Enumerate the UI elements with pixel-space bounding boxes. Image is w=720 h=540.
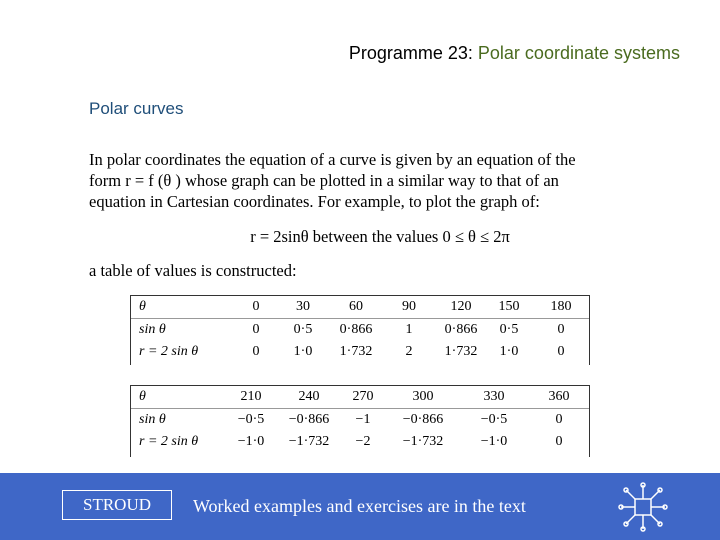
table-cell: −1 [355,412,371,427]
table-row-sin [131,409,589,431]
table-cell: 120 [450,299,472,314]
table-cell: 180 [550,299,572,314]
stroud-logo-button[interactable]: STROUD [62,490,172,520]
row-label: sin θ [139,322,166,337]
table-cell: −0·5 [237,412,265,427]
row-label: θ [139,299,146,314]
footer-text: Worked examples and exercises are in the text [193,496,526,516]
table-cell: 0 [555,434,563,449]
row-label: r = 2 sin θ [139,344,199,359]
paragraph-line: equation in Cartesian coordinates. For example, to plot the graph of: [89,192,540,211]
table-cell: 90 [402,299,416,314]
table-cell: 0 [252,344,260,359]
row-label: θ [139,389,146,404]
table-cell: 1·0 [293,344,313,359]
table-cell: 0·866 [339,322,373,337]
table-row-r [131,431,589,453]
paragraph-line: form r = f (θ ) whose graph can be plotted in a similar way to that of an [89,171,559,190]
table-row-sin [131,319,589,341]
table-cell: −1·732 [288,434,330,449]
table-cell: 0·866 [444,322,478,337]
table-cell: 1·732 [339,344,373,359]
table-cell: 0·5 [499,322,519,337]
table-row-r [131,341,589,363]
table-intro: a table of values is constructed: [89,261,297,280]
table-cell: 360 [548,389,570,404]
section-title: Polar curves [89,99,184,118]
table-cell: 270 [352,389,374,404]
table-cell: 0 [555,412,563,427]
table-cell: −0·866 [402,412,444,427]
table-cell: 2 [405,344,413,359]
equation: r = 2sinθ between the values 0 ≤ θ ≤ 2π [250,227,510,246]
table-cell: 1·0 [499,344,519,359]
paragraph-line: In polar coordinates the equation of a curve is given by an equation of the [89,150,576,169]
table-cell: 0 [252,322,260,337]
table-cell: −1·0 [480,434,508,449]
intro-paragraph [89,149,634,212]
table-cell: 240 [298,389,320,404]
table-cell: 60 [349,299,363,314]
table-cell: 300 [412,389,434,404]
table-cell: 150 [498,299,520,314]
table-cell: −2 [355,434,371,449]
navigation-star-icon[interactable] [618,482,668,537]
table-cell: 1 [405,322,413,337]
page-header [349,43,680,64]
table-row-theta [131,296,589,319]
table-cell: 0 [557,344,565,359]
table-cell: 1·732 [444,344,478,359]
table-cell: −1·0 [237,434,265,449]
row-label: r = 2 sin θ [139,434,199,449]
table-cell: 330 [483,389,505,404]
table-cell: 0·5 [293,322,313,337]
table-cell: −1·732 [402,434,444,449]
values-table-1 [130,295,590,365]
table-cell: 210 [240,389,262,404]
table-cell: 0 [557,322,565,337]
programme-title: Polar coordinate systems [477,43,680,63]
values-table-2 [130,385,590,457]
table-cell: 30 [296,299,310,314]
programme-number: Programme 23: [348,43,473,63]
table-cell: −0·866 [288,412,330,427]
table-cell: −0·5 [480,412,508,427]
row-label: sin θ [139,412,166,427]
table-row-theta [131,386,589,409]
table-cell: 0 [252,299,260,314]
